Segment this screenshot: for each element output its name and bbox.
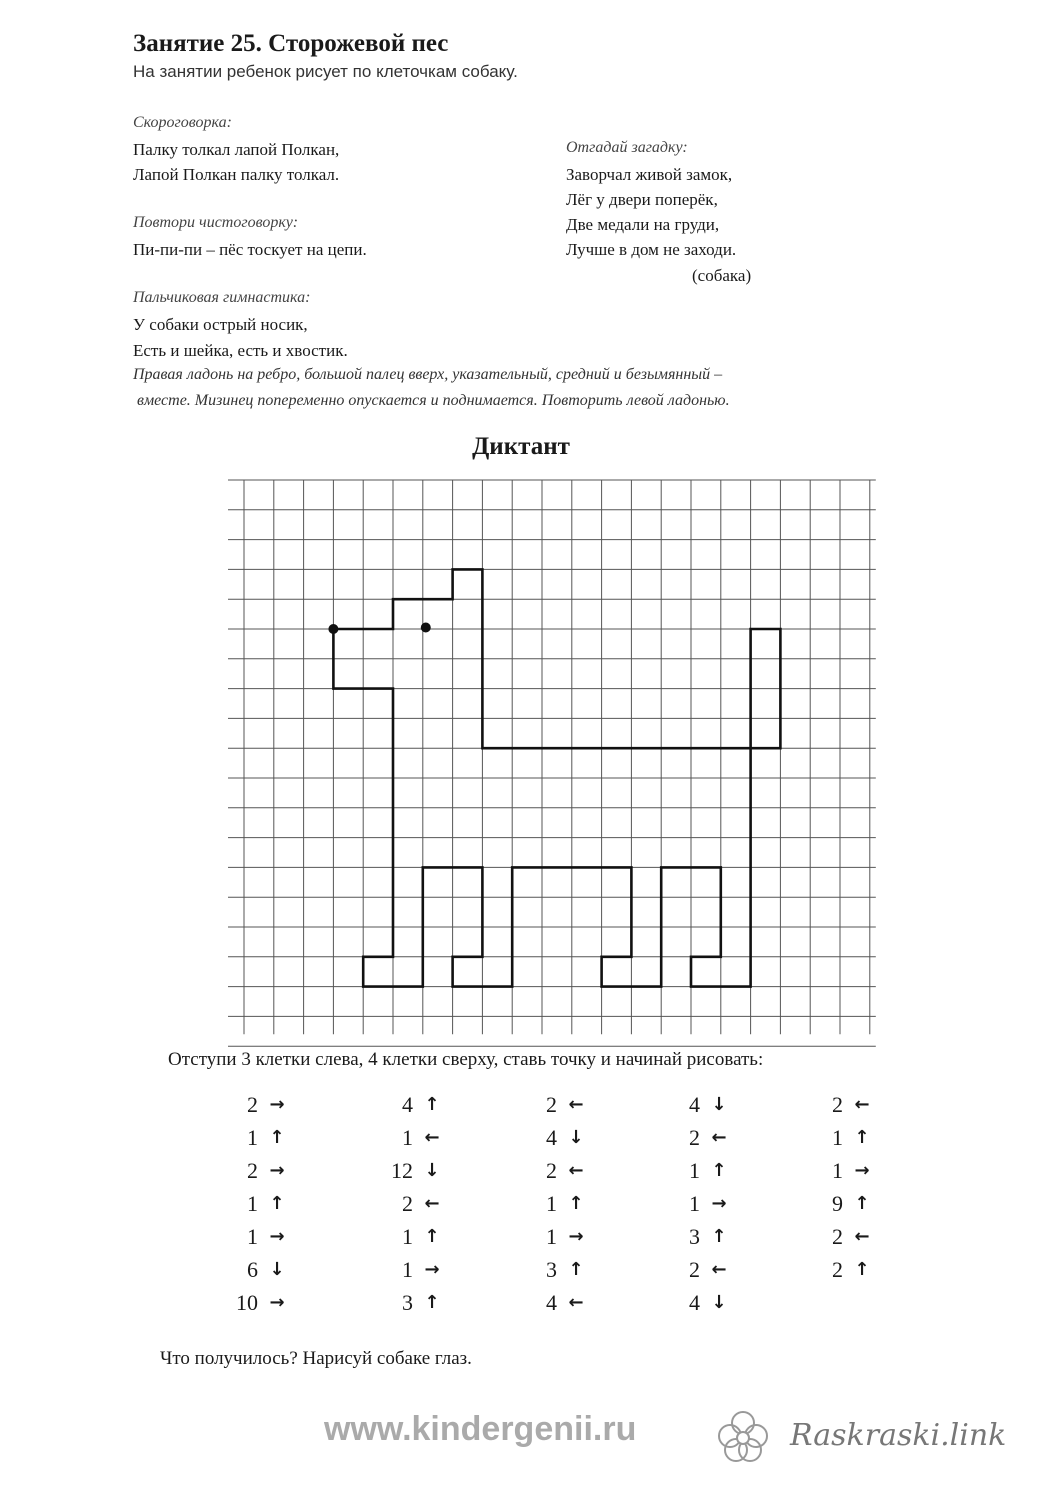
step-row (210, 1255, 320, 1288)
step-count: 2 (546, 1158, 557, 1183)
step-row (210, 1288, 320, 1321)
dog-eye (421, 623, 431, 633)
footer-url[interactable]: www.kindergenii.ru (324, 1410, 637, 1448)
step-count: 6 (247, 1257, 258, 1282)
step-row (652, 1222, 762, 1255)
step-row (365, 1222, 475, 1255)
step-count: 4 (546, 1290, 557, 1315)
step-row (365, 1090, 475, 1123)
arrow-up-icon: ↑ (711, 1160, 727, 1181)
step-row (509, 1288, 619, 1321)
step-count: 2 (402, 1191, 413, 1216)
step-count: 1 (689, 1191, 700, 1216)
arrow-down-icon: ↓ (711, 1094, 727, 1115)
step-row (509, 1090, 619, 1123)
step-row (795, 1255, 905, 1288)
step-count: 1 (402, 1257, 413, 1282)
step-count: 4 (546, 1125, 557, 1150)
step-row (795, 1123, 905, 1156)
dictation-question: Что получилось? Нарисуй собаке глаз. (160, 1348, 472, 1369)
finger-gym-label: Пальчиковая гимнастика: (133, 289, 311, 306)
step-row (210, 1222, 320, 1255)
step-count: 2 (689, 1125, 700, 1150)
step-row (652, 1189, 762, 1222)
step-count: 1 (402, 1224, 413, 1249)
step-count: 2 (832, 1092, 843, 1117)
step-row (795, 1189, 905, 1222)
riddle-label: Отгадай загадку: (566, 139, 688, 156)
step-count: 4 (689, 1290, 700, 1315)
step-count: 3 (689, 1224, 700, 1249)
step-row (509, 1255, 619, 1288)
step-row (365, 1255, 475, 1288)
start-dot (328, 624, 338, 634)
finger-gym-instruction: вместе. Мизинец попеременно опускается и поднимается. Повторить левой ладонью. (137, 392, 730, 409)
arrow-up-icon: ↑ (568, 1193, 584, 1214)
step-row (509, 1222, 619, 1255)
step-count: 1 (832, 1125, 843, 1150)
arrow-left-icon: ← (568, 1094, 584, 1115)
arrow-down-icon: ↓ (269, 1259, 285, 1280)
arrow-up-icon: ↑ (424, 1292, 440, 1313)
step-row (795, 1222, 905, 1255)
arrow-up-icon: ↑ (854, 1259, 870, 1280)
dictation-start-instruction: Отступи 3 клетки слева, 4 клетки сверху, ставь точку и начинай рисовать: (168, 1049, 764, 1070)
step-count: 2 (247, 1158, 258, 1183)
step-row (509, 1189, 619, 1222)
arrow-up-icon: ↑ (269, 1127, 285, 1148)
step-row (365, 1156, 475, 1189)
step-count: 3 (402, 1290, 413, 1315)
arrow-up-icon: ↑ (269, 1193, 285, 1214)
step-row (652, 1255, 762, 1288)
footer-brand: Raskraski.link (790, 1418, 1007, 1453)
riddle-line: Лучше в дом не заходи. (566, 240, 737, 259)
arrow-up-icon: ↑ (854, 1127, 870, 1148)
arrow-right-icon: → (854, 1160, 870, 1181)
finger-gym-line: Есть и шейка, есть и хвостик. (133, 341, 348, 360)
step-row (210, 1123, 320, 1156)
arrow-down-icon: ↓ (424, 1160, 440, 1181)
step-column (365, 1090, 475, 1321)
arrow-left-icon: ← (711, 1259, 727, 1280)
tongue-twister-line: Лапой Полкан палку толкал. (133, 165, 340, 184)
dictation-title: Диктант (472, 433, 570, 460)
step-count: 4 (402, 1092, 413, 1117)
step-count: 2 (832, 1257, 843, 1282)
step-row (210, 1090, 320, 1123)
finger-gym-instruction: Правая ладонь на ребро, большой палец вверх, указательный, средний и безымянный – (133, 366, 723, 383)
step-row (652, 1090, 762, 1123)
arrow-left-icon: ← (711, 1127, 727, 1148)
riddle-line: Заворчал живой замок, (566, 165, 733, 184)
arrow-left-icon: ← (568, 1160, 584, 1181)
step-row (365, 1288, 475, 1321)
riddle-answer: (собака) (692, 266, 752, 285)
step-row (210, 1156, 320, 1189)
step-column (652, 1090, 762, 1321)
arrow-right-icon: → (568, 1226, 584, 1247)
arrow-down-icon: ↓ (568, 1127, 584, 1148)
step-count: 1 (832, 1158, 843, 1183)
flower-icon (712, 1408, 774, 1464)
arrow-up-icon: ↑ (424, 1226, 440, 1247)
step-count: 3 (546, 1257, 557, 1282)
arrow-left-icon: ← (424, 1127, 440, 1148)
step-count: 1 (247, 1224, 258, 1249)
step-row (365, 1189, 475, 1222)
riddle-line: Две медали на груди, (566, 215, 720, 234)
step-count: 2 (832, 1224, 843, 1249)
arrow-up-icon: ↑ (711, 1226, 727, 1247)
step-count: 1 (247, 1125, 258, 1150)
step-row (210, 1189, 320, 1222)
pure-phrase-label: Повтори чистоговорку: (133, 214, 299, 231)
step-row (652, 1123, 762, 1156)
step-count: 4 (689, 1092, 700, 1117)
step-count: 10 (236, 1290, 258, 1315)
pure-phrase-line: Пи-пи-пи – пёс тоскует на цепи. (133, 240, 367, 259)
step-row (509, 1156, 619, 1189)
arrow-up-icon: ↑ (568, 1259, 584, 1280)
arrow-down-icon: ↓ (711, 1292, 727, 1313)
tongue-twister-line: Палку толкал лапой Полкан, (133, 140, 340, 159)
arrow-right-icon: → (269, 1094, 285, 1115)
page-title: Занятие 25. Сторожевой пес (133, 30, 449, 57)
step-row (795, 1156, 905, 1189)
arrow-right-icon: → (269, 1292, 285, 1313)
arrow-up-icon: ↑ (424, 1094, 440, 1115)
step-count: 9 (832, 1191, 843, 1216)
arrow-left-icon: ← (568, 1292, 584, 1313)
step-row (652, 1156, 762, 1189)
step-count: 2 (689, 1257, 700, 1282)
step-row (652, 1288, 762, 1321)
step-column (509, 1090, 619, 1321)
step-count: 1 (546, 1224, 557, 1249)
arrow-left-icon: ← (854, 1226, 870, 1247)
step-row (365, 1123, 475, 1156)
step-count: 1 (689, 1158, 700, 1183)
step-count: 2 (546, 1092, 557, 1117)
arrow-right-icon: → (269, 1226, 285, 1247)
tongue-twister-label: Скороговорка: (133, 114, 232, 131)
arrow-left-icon: ← (424, 1193, 440, 1214)
arrow-right-icon: → (711, 1193, 727, 1214)
step-count: 1 (247, 1191, 258, 1216)
page-subtitle: На занятии ребенок рисует по клеточкам собаку. (133, 62, 518, 81)
arrow-right-icon: → (269, 1160, 285, 1181)
step-count: 2 (247, 1092, 258, 1117)
step-row (795, 1090, 905, 1123)
arrow-right-icon: → (424, 1259, 440, 1280)
step-column (210, 1090, 320, 1321)
arrow-left-icon: ← (854, 1094, 870, 1115)
step-count: 12 (391, 1158, 413, 1183)
finger-gym-line: У собаки острый носик, (133, 315, 308, 334)
riddle-line: Лёг у двери поперёк, (566, 190, 718, 209)
arrow-up-icon: ↑ (854, 1193, 870, 1214)
step-row (509, 1123, 619, 1156)
step-count: 1 (402, 1125, 413, 1150)
step-count: 1 (546, 1191, 557, 1216)
step-column (795, 1090, 905, 1288)
